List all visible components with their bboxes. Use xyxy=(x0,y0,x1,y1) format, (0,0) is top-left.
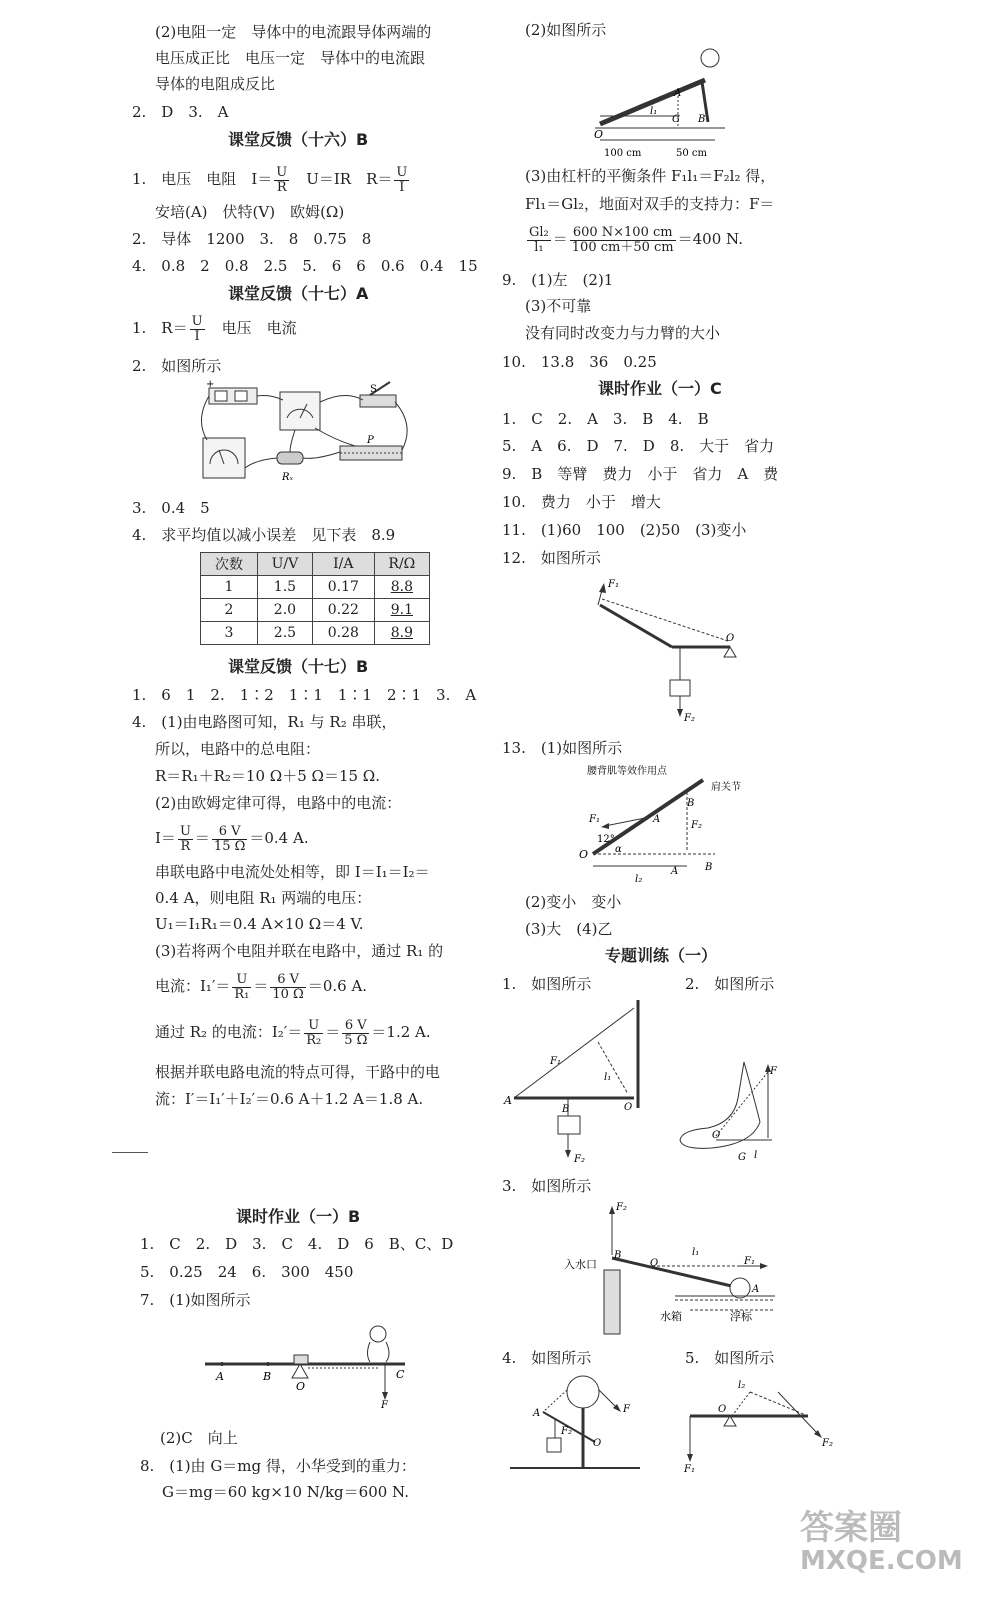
answer-line: 9. B 等臂 费力 小于 省力 A 费 xyxy=(502,465,779,483)
answer-line: 0.4 A，则电阻 R₁ 两端的电压： xyxy=(155,889,372,907)
text: 1. R＝ xyxy=(132,319,188,337)
table-row xyxy=(201,622,430,645)
answer-line: U₁＝I₁R₁＝0.4 A×10 Ω＝4 V. xyxy=(155,915,364,933)
answer-line: 9. (1)左 (2)1 xyxy=(502,271,614,289)
answer-line: 12. 如图所示 xyxy=(502,549,601,567)
circuit-diagram xyxy=(195,380,420,490)
section-heading: 课时作业（一）C xyxy=(598,379,722,398)
fraction xyxy=(270,973,305,1002)
svg-text:B: B xyxy=(614,1250,622,1261)
svg-text:l₂: l₂ xyxy=(738,1380,746,1391)
answer-line: 电压成正比 电压一定 导体中的电流跟 xyxy=(155,49,426,67)
numerator: U xyxy=(232,973,251,988)
table-cell: 1.5 xyxy=(257,576,312,599)
bent-lever-diagram xyxy=(580,575,750,725)
table-cell: 2.5 xyxy=(257,622,312,645)
svg-text:B: B xyxy=(687,798,695,809)
svg-text:O: O xyxy=(650,1258,659,1269)
svg-text:O: O xyxy=(593,1438,602,1449)
answer-line: 13. (1)如图所示 xyxy=(502,739,623,757)
answer-line: (3)大 (4)乙 xyxy=(525,920,613,938)
denominator: 15 Ω xyxy=(213,838,246,854)
numerator: U xyxy=(179,823,191,839)
table-cell: 8.9 xyxy=(374,622,429,645)
text: 通过 R₂ 的电流：I₂′＝ xyxy=(155,1023,303,1041)
section-heading: 课时作业（一）B xyxy=(236,1207,361,1226)
svg-text:O: O xyxy=(594,128,604,141)
answer-line: 3. 0.4 5 xyxy=(132,499,210,517)
answer-line: 10. 费力 小于 增大 xyxy=(502,493,661,511)
table-cell: 9.1 xyxy=(374,599,429,622)
table-cell: 0.17 xyxy=(312,576,374,599)
numerator: U xyxy=(276,164,288,180)
answer-line: 4. 如图所示 xyxy=(502,1349,592,1367)
numerator: 6 V xyxy=(212,825,247,840)
table-header-cell: I/A xyxy=(312,553,374,576)
lever-five-diagram xyxy=(680,1372,840,1477)
svg-text:F: F xyxy=(770,1066,777,1077)
watermark-logo: 答案圈 xyxy=(800,1508,902,1548)
fraction xyxy=(274,166,289,195)
table-header-cell: R/Ω xyxy=(374,553,429,576)
answer-line xyxy=(525,222,743,256)
svg-text:O: O xyxy=(624,1102,633,1113)
answer-line: 5. 0.25 24 6. 300 450 xyxy=(140,1263,354,1281)
answer-line: 3. 如图所示 xyxy=(502,1177,592,1195)
answer-line: (2)由欧姆定律可得，电路中的电流： xyxy=(155,794,402,812)
numerator: U xyxy=(304,1019,323,1034)
denominator: 10 Ω xyxy=(272,986,304,1002)
svg-text:F₁: F₁ xyxy=(589,814,600,825)
answer-line xyxy=(132,314,297,344)
svg-text:l₁: l₁ xyxy=(604,1072,612,1083)
text: 电流：I₁′＝ xyxy=(155,977,231,995)
answer-line: 4. (1)由电路图可知，R₁ 与 R₂ 串联， xyxy=(132,713,397,731)
svg-text:B: B xyxy=(705,862,713,873)
wall-lever-diagram xyxy=(500,998,650,1163)
table-cell: 0.22 xyxy=(312,599,374,622)
answer-line: 2. 导体 1200 3. 8 0.75 8 xyxy=(132,230,372,248)
table-row xyxy=(201,576,430,599)
section-heading: 课堂反馈（十六）B xyxy=(228,130,369,149)
figure-label: 腰背肌等效作用点 xyxy=(587,766,667,777)
svg-text:A: A xyxy=(752,1284,760,1295)
svg-text:l₂: l₂ xyxy=(635,874,643,885)
answer-line: 流：I′＝I₁′＋I₂′＝0.6 A＋1.2 A＝1.8 A. xyxy=(155,1090,424,1108)
svg-text:l₁: l₁ xyxy=(692,1247,700,1258)
answer-line: 4. 0.8 2 0.8 2.5 5. 6 6 0.6 0.4 15 xyxy=(132,257,478,275)
svg-text:F₂: F₂ xyxy=(684,713,695,724)
svg-text:C: C xyxy=(396,1368,405,1381)
svg-text:O: O xyxy=(726,633,735,644)
table-cell: 8.8 xyxy=(374,576,429,599)
svg-text:O: O xyxy=(718,1404,727,1415)
table-header-row xyxy=(201,553,430,576)
svg-text:A: A xyxy=(533,1408,541,1419)
svg-text:+: + xyxy=(206,380,215,390)
figure-label: 水箱 xyxy=(660,1310,682,1323)
section-heading: 课堂反馈（十七）A xyxy=(228,284,369,303)
svg-text:F₂: F₂ xyxy=(561,1426,572,1437)
lever-diagram xyxy=(200,1320,420,1410)
answer-line xyxy=(155,1016,431,1048)
table-cell: 0.28 xyxy=(312,622,374,645)
footnote-rule xyxy=(112,1152,148,1153)
text: 电压 电流 xyxy=(206,319,297,337)
denominator: R xyxy=(180,838,191,854)
fraction xyxy=(212,825,247,854)
denominator: I xyxy=(399,179,405,195)
answer-line: (2)如图所示 xyxy=(525,21,607,39)
figure-label: 入水口 xyxy=(564,1258,597,1271)
answer-line xyxy=(155,970,367,1002)
answer-line: 安培(A) 伏特(V) 欧姆(Ω) xyxy=(155,203,345,221)
numerator: 600 N×100 cm xyxy=(570,226,676,241)
answer-line: 没有同时改变力与力臂的大小 xyxy=(525,324,721,342)
answer-line: 5. A 6. D 7. D 8. 大于 省力 xyxy=(502,437,775,455)
answer-line: 1. 6 1 2. 1∶2 1∶1 1∶1 2∶1 3. A xyxy=(132,686,477,704)
svg-text:Rₓ: Rₓ xyxy=(282,472,294,483)
numerator: 6 V xyxy=(342,1019,369,1034)
text: ＝400 N. xyxy=(677,230,743,248)
answer-line: (3)若将两个电阻并联在电路中，通过 R₁ 的 xyxy=(155,942,444,960)
svg-text:O: O xyxy=(296,1380,306,1393)
denominator: l₁ xyxy=(534,239,544,255)
svg-text:F: F xyxy=(381,1400,388,1410)
numerator: U xyxy=(396,164,408,180)
answer-line: 根据并联电路电流的特点可得，干路中的电 xyxy=(155,1063,441,1081)
section-heading: 专题训练（一） xyxy=(605,946,718,965)
text: ＝ xyxy=(194,829,210,847)
svg-text:F₂: F₂ xyxy=(616,1202,627,1213)
answer-line: 11. (1)60 100 (2)50 (3)变小 xyxy=(502,521,747,539)
numerator: Gl₂ xyxy=(529,224,549,240)
text: ＝0.6 A. xyxy=(307,977,368,995)
table-row xyxy=(201,599,430,622)
table-cell: 3 xyxy=(201,622,258,645)
svg-text:A: A xyxy=(653,814,661,825)
answer-line: 7. (1)如图所示 xyxy=(140,1291,251,1309)
svg-text:F₁: F₁ xyxy=(684,1464,695,1475)
answer-line: 1. C 2. A 3. B 4. B xyxy=(502,410,709,428)
water-tank-diagram xyxy=(560,1200,780,1340)
dimension-label: 50 cm xyxy=(676,148,707,159)
answer-line: (2)变小 变小 xyxy=(525,893,622,911)
svg-text:A: A xyxy=(504,1094,512,1107)
fraction xyxy=(190,315,205,344)
svg-text:F₂: F₂ xyxy=(691,820,702,831)
table-header-cell: 次数 xyxy=(201,553,258,576)
answer-line: 1. C 2. D 3. C 4. D 6 B、C、D xyxy=(140,1235,454,1253)
answer-line: 2. D 3. A xyxy=(132,103,229,121)
answer-line xyxy=(132,165,411,195)
answer-line: (2)电阻一定 导体中的电流跟导体两端的 xyxy=(155,23,432,41)
answer-line xyxy=(155,822,309,854)
back-lever-diagram xyxy=(575,762,775,887)
watermark-url: MXQE.COM xyxy=(800,1546,963,1576)
svg-text:F: F xyxy=(623,1404,630,1415)
measurement-table xyxy=(200,552,430,645)
answer-line: (2)C 向上 xyxy=(160,1429,238,1447)
text: U＝IR R＝ xyxy=(306,170,393,188)
figure-label: 浮标 xyxy=(730,1310,752,1323)
answer-line: 2. 如图所示 xyxy=(685,975,775,993)
fraction xyxy=(394,166,409,195)
svg-text:O: O xyxy=(579,848,589,861)
fraction xyxy=(570,226,676,255)
fraction xyxy=(527,226,551,255)
answer-line: 4. 求平均值以减小误差 见下表 8.9 xyxy=(132,526,396,544)
svg-text:B: B xyxy=(698,114,706,125)
foot-lever-diagram xyxy=(672,1058,792,1168)
answer-line: R＝R₁＋R₂＝10 Ω＋5 Ω＝15 Ω. xyxy=(155,767,381,785)
pulley-lever-diagram xyxy=(505,1372,645,1477)
svg-text:l₁: l₁ xyxy=(650,106,658,117)
text: ＝ xyxy=(253,977,269,995)
denominator: R₁ xyxy=(234,986,250,1002)
answer-line: 串联电路中电流处处相等，即 I＝I₁＝I₂＝ xyxy=(155,863,430,881)
fraction xyxy=(304,1019,323,1048)
answer-line: 所以，电路中的总电阻： xyxy=(155,740,321,758)
fraction xyxy=(178,825,193,854)
answer-line: 5. 如图所示 xyxy=(685,1349,775,1367)
answer-line: G＝mg＝60 kg×10 N/kg＝600 N. xyxy=(162,1483,409,1501)
svg-text:P: P xyxy=(367,435,374,446)
figure-label: 肩关节 xyxy=(711,782,741,793)
dimension-label: 100 cm xyxy=(604,148,642,159)
denominator: 5 Ω xyxy=(344,1032,368,1048)
table-cell: 2 xyxy=(201,599,258,622)
svg-text:O: O xyxy=(712,1130,721,1141)
answer-line: 导体的电阻成反比 xyxy=(155,75,276,93)
answer-line: 10. 13.8 36 0.25 xyxy=(502,353,657,371)
denominator: R xyxy=(276,179,287,195)
svg-text:B: B xyxy=(263,1370,272,1383)
svg-text:12°: 12° xyxy=(597,834,615,845)
answer-line: 1. 如图所示 xyxy=(502,975,592,993)
answer-line: (3)由杠杆的平衡条件 F₁l₁＝F₂l₂ 得， xyxy=(525,167,776,185)
svg-text:F₂: F₂ xyxy=(574,1154,585,1163)
pushup-diagram xyxy=(590,42,740,162)
numerator: 6 V xyxy=(270,973,305,988)
svg-text:F₂: F₂ xyxy=(822,1438,833,1449)
table-cell: 2.0 xyxy=(257,599,312,622)
answer-line: Fl₁＝Gl₂，地面对双手的支持力：F＝ xyxy=(525,195,775,213)
svg-text:F₁: F₁ xyxy=(744,1256,755,1267)
fraction xyxy=(232,973,251,1002)
answer-line: (3)不可靠 xyxy=(525,297,592,315)
svg-text:l: l xyxy=(754,1150,758,1161)
svg-text:A: A xyxy=(674,88,682,99)
svg-text:B: B xyxy=(562,1104,570,1115)
text: ＝1.2 A. xyxy=(371,1023,431,1041)
text: ＝ xyxy=(552,230,568,248)
text: 1. 电压 电阻 xyxy=(132,170,252,188)
svg-text:A: A xyxy=(671,866,679,877)
numerator: U xyxy=(191,313,203,329)
svg-text:S: S xyxy=(370,384,377,395)
answer-line: 8. (1)由 G＝mg 得，小华受到的重力： xyxy=(140,1457,416,1475)
svg-text:F₁: F₁ xyxy=(550,1056,561,1067)
text: ＝ xyxy=(325,1023,341,1041)
text: ＝0.4 A. xyxy=(249,829,309,847)
svg-text:F₁: F₁ xyxy=(608,579,619,590)
table-header-cell: U/V xyxy=(257,553,312,576)
answer-line: 2. 如图所示 xyxy=(132,357,222,375)
denominator: 100 cm＋50 cm xyxy=(571,239,674,255)
svg-text:A: A xyxy=(216,1370,224,1383)
denominator: R₂ xyxy=(306,1032,322,1048)
table-cell: 1 xyxy=(201,576,258,599)
svg-text:G: G xyxy=(738,1152,746,1163)
svg-text:α: α xyxy=(615,844,622,855)
denominator: I xyxy=(194,328,200,344)
svg-text:G: G xyxy=(672,114,680,125)
section-heading: 课堂反馈（十七）B xyxy=(228,657,369,676)
text: I＝ xyxy=(155,829,176,847)
text: I＝ xyxy=(251,170,273,188)
fraction xyxy=(342,1019,369,1048)
